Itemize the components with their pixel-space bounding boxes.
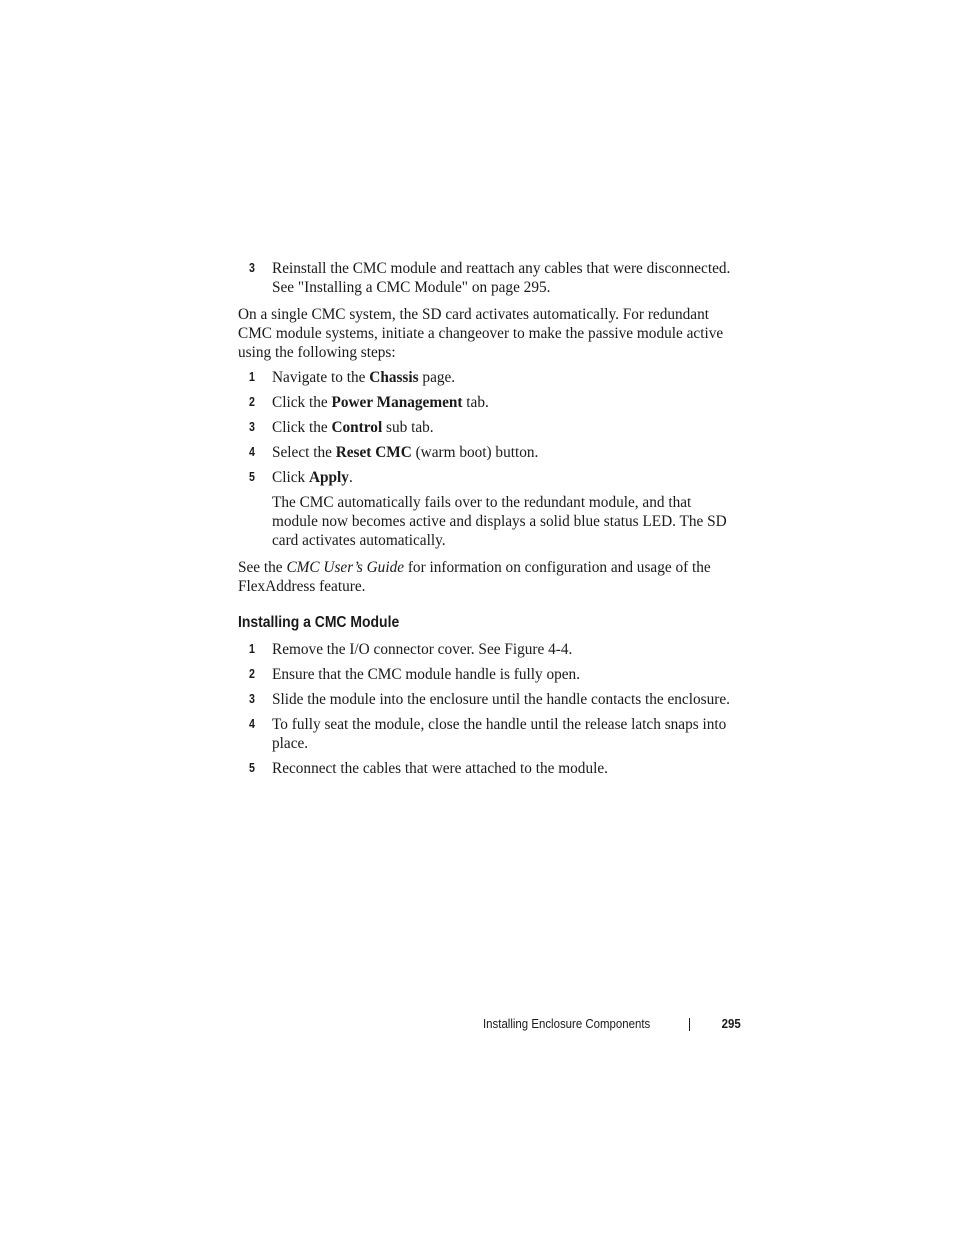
- ui-term: Chassis: [369, 369, 419, 386]
- step-number: 4: [249, 445, 255, 459]
- footer-section-title: Installing Enclosure Components: [483, 1016, 651, 1031]
- step-text: Slide the module into the enclosure until the handle contacts the enclosure.: [272, 691, 730, 708]
- single-cmc-paragraph: On a single CMC system, the SD card activates automatically. For redundant CMC module systems, initiate a changeover to make the passive module active using the following steps:: [238, 306, 724, 361]
- step-text: To fully seat the module, close the handle until the release latch snaps into place.: [272, 716, 727, 752]
- step-number: 5: [249, 470, 255, 484]
- step-number: 2: [249, 395, 255, 409]
- step-text: Reconnect the cables that were attached to the module.: [272, 760, 608, 777]
- step-number: 1: [249, 370, 255, 384]
- list-item: [238, 759, 738, 778]
- page-content: [238, 259, 738, 784]
- page-number: 295: [721, 1016, 741, 1031]
- list-item-reinstall: [238, 259, 738, 297]
- step-text: Remove the I/O connector cover. See Figure 4-4.: [272, 641, 573, 658]
- step-number: 3: [249, 692, 255, 706]
- step-number: 3: [249, 261, 255, 275]
- list-item: [238, 715, 738, 753]
- step-text: Ensure that the CMC module handle is fully open.: [272, 666, 581, 683]
- list-item: 2 Click the Power Management tab.: [249, 394, 489, 411]
- step-text: Reinstall the CMC module and reattach any cables that were disconnected. See "Installing a CMC Module" on page 295.: [272, 260, 731, 296]
- list-item: 5 Click Apply.: [249, 469, 353, 486]
- list-item: 1 Navigate to the Chassis page.: [249, 369, 456, 386]
- section-heading: Installing a CMC Module: [238, 614, 400, 631]
- step-number: 1: [249, 642, 255, 656]
- see-guide-paragraph: See the CMC User’s Guide for information on configuration and usage of the FlexAddress feature.: [238, 559, 711, 595]
- ui-term: Apply: [308, 469, 349, 486]
- list-item: 3 Click the Control sub tab.: [249, 419, 434, 436]
- ui-term: Power Management: [331, 394, 463, 411]
- footer-divider: [689, 1018, 690, 1031]
- list-item: [238, 690, 738, 709]
- guide-title: CMC User’s Guide: [286, 559, 405, 576]
- failover-note: The CMC automatically fails over to the redundant module, and that module now becomes active and displays a solid blue status LED. The SD card activates automatically.: [272, 494, 727, 549]
- ui-term: Reset CMC: [335, 444, 412, 461]
- step-number: 2: [249, 667, 255, 681]
- list-item: 4 Select the Reset CMC (warm boot) button.: [249, 444, 539, 461]
- page-footer: [483, 1016, 741, 1034]
- step-number: 5: [249, 761, 255, 775]
- ui-term: Control: [331, 419, 383, 436]
- step-number: 3: [249, 420, 255, 434]
- step-number: 4: [249, 717, 255, 731]
- list-item: [238, 640, 738, 659]
- list-item: [238, 665, 738, 684]
